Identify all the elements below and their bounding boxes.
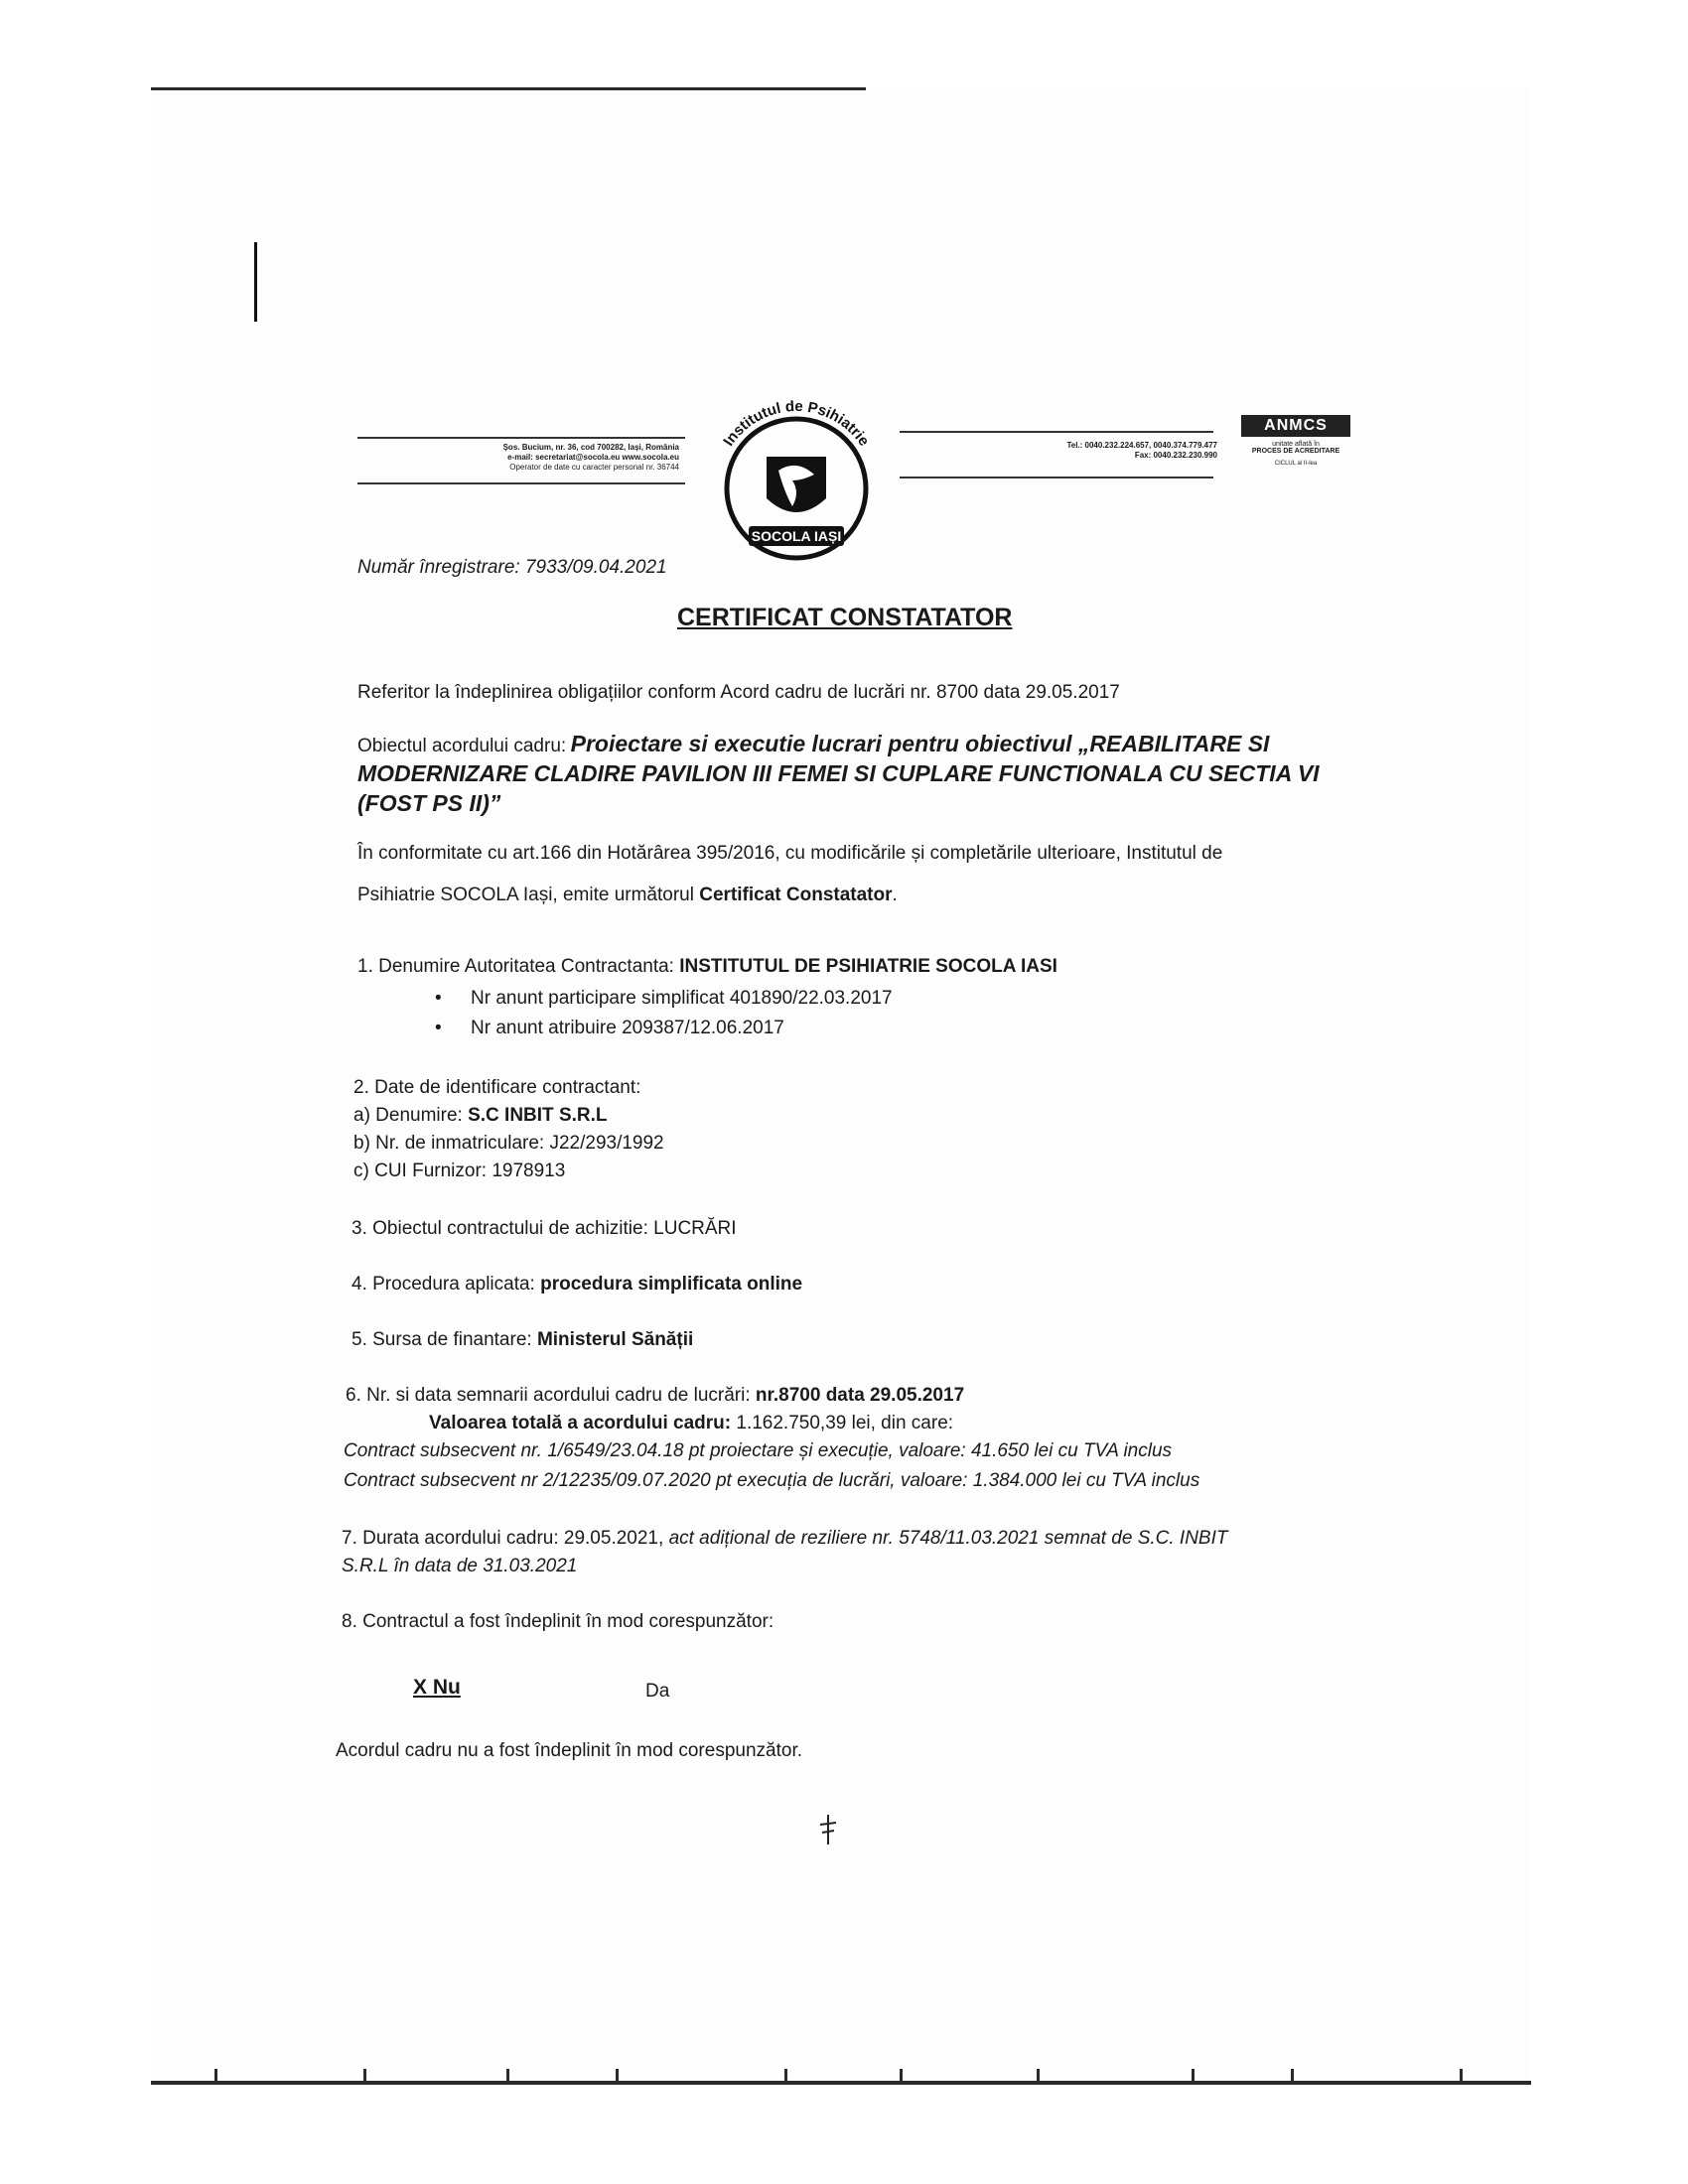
conclusion-text: Acordul cadru nu a fost îndeplinit în mod corespunzător. [336,1740,802,1761]
item1-contracting-authority: 1. Denumire Autoritatea Contractanta: INSTITUTUL DE PSIHIATRIE SOCOLA IASI [357,956,1057,977]
choice-yes: Da [645,1681,670,1702]
item2-c: c) CUI Furnizor: 1978913 [353,1160,566,1181]
letterhead-rule-right-bottom [900,477,1213,478]
item5-funding: 5. Sursa de finantare: Ministerul Sănății [352,1329,694,1350]
letterhead-contact: Tel.: 0040.232.224.657, 0040.374.779.477 Fax: 0040.232.230.990 [1066,441,1217,460]
document-title: CERTIFICAT CONSTATATOR [677,604,1013,631]
svg-text:Institutul de Psihiatrie: Institutul de Psihiatrie [720,397,873,450]
scan-tick [900,2069,903,2083]
anmcs-badge: ANMCS unitate aflată în PROCES DE ACREDITARE CICLUL al II-lea [1241,415,1350,489]
agreement-object-label: Obiectul acordului cadru: [357,736,567,756]
scan-edge-top [151,87,866,90]
letterhead-rule-right-top [900,431,1213,433]
svg-text:SOCOLA IAȘI: SOCOLA IAȘI [751,528,842,544]
scan-tick [506,2069,509,2083]
scan-tick [616,2069,619,2083]
item2-b: b) Nr. de inmatriculare: J22/293/1992 [353,1133,664,1154]
agreement-object-line2: MODERNIZARE CLADIRE PAVILION III FEMEI SI CUPLARE FUNCTIONALA CU SECTIA VI [357,760,1320,786]
signature-mark [816,1813,840,1846]
scan-tick [1291,2069,1294,2083]
letterhead-rule-left-top [357,437,685,439]
scan-tick [1192,2069,1195,2083]
item7-duration-cont: S.R.L în data de 31.03.2021 [342,1556,578,1576]
registration-number: Număr înregistrare: 7933/09.04.2021 [357,557,667,578]
scan-tick [784,2069,787,2083]
institute-logo [697,389,896,563]
letterhead-address: Șos. Bucium, nr. 36, cod 700282, Iași, România e-mail: secretariat@socola.eu www.socola.eu Operator de date cu caracter personal nr. 36744 [502,443,679,472]
scan-edge-bottom [151,2081,1531,2085]
agreement-object-line3: (FOST PS II)” [357,790,501,816]
item2-a: a) Denumire: S.C INBIT S.R.L [353,1105,608,1126]
scan-mark [254,242,257,322]
agreement-object [357,729,1320,818]
item6-total-value: Valoarea totală a acordului cadru: 1.162.750,39 lei, din care: [429,1413,954,1433]
item6-contract2: Contract subsecvent nr 2/12235/09.07.2020 pt execuția de lucrări, valoare: 1.384.000 lei cu TVA inclus [344,1470,1200,1491]
item4-procedure: 4. Procedura aplicata: procedura simplificata online [352,1274,803,1295]
scan-tick [1037,2069,1040,2083]
item3-object: 3. Obiectul contractului de achizitie: LUCRĂRI [352,1218,737,1239]
conformity-line2: Psihiatrie SOCOLA Iași, emite următorul Certificat Constatator. [357,885,898,905]
item2-label: 2. Date de identificare contractant: [353,1077,641,1098]
reference-paragraph: Referitor la îndeplinirea obligațiilor conform Acord cadru de lucrări nr. 8700 data 29.05.2017 [357,682,1120,703]
item6-signing: 6. Nr. si data semnarii acordului cadru de lucrări: nr.8700 data 29.05.2017 [346,1385,965,1406]
scan-tick [214,2069,217,2083]
conformity-line1: În conformitate cu art.166 din Hotărârea 395/2016, cu modificările și completările ulterioare, Institutul de [357,843,1223,864]
agreement-object-line1: Proiectare si executie lucrari pentru obiectivul „REABILITARE SI [570,731,1270,756]
scan-tick [363,2069,366,2083]
item8-fulfilled-question: 8. Contractul a fost îndeplinit în mod corespunzător: [342,1611,774,1632]
scan-tick [1460,2069,1463,2083]
item7-duration: 7. Durata acordului cadru: 29.05.2021, act adițional de reziliere nr. 5748/11.03.2021 semnat de S.C. INBIT [342,1528,1228,1549]
letterhead-rule-left-bottom [357,482,685,484]
item6-contract1: Contract subsecvent nr. 1/6549/23.04.18 pt proiectare și execuție, valoare: 41.650 lei cu TVA inclus [344,1440,1173,1461]
choice-no-marked: X Nu [413,1676,461,1699]
item1-bullet-participation: • Nr anunt participare simplificat 401890/22.03.2017 [471,987,893,1011]
item1-bullet-award: • Nr anunt atribuire 209387/12.06.2017 [471,1017,784,1040]
